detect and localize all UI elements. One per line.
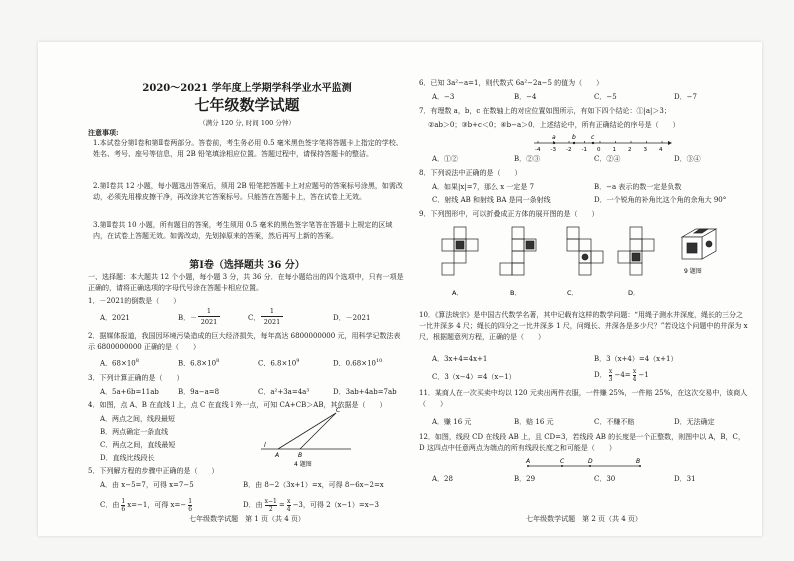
q4-option-b: B．两点确定一条直线: [100, 428, 169, 436]
q9-net-c: [567, 227, 603, 275]
year-title: 2020～2021 学年度上学期学科学业水平监测: [142, 83, 352, 94]
q10-d-post: −1: [638, 371, 649, 380]
q3-option-a: A．5a+6b=11ab: [100, 388, 159, 396]
page-1: [48, 42, 406, 536]
q1-c-den: 2021: [263, 318, 281, 327]
q1-b-fraction: [198, 306, 220, 327]
page1-footer: 七年级数学试题 第 1 页（共 4 页）: [189, 515, 305, 523]
q10-option-d: [594, 368, 649, 383]
q2-c-exp: 9: [296, 358, 300, 364]
q3-option-c: C．a²+3a=4a³: [258, 388, 310, 396]
q5-c-num2: 1: [188, 498, 193, 505]
q6-option-c: C．−5: [594, 93, 617, 101]
q5-c-den1: 6: [121, 506, 126, 514]
q5-c-pre: C．由: [100, 501, 120, 510]
q6-option-b: B．−4: [514, 93, 537, 101]
q12-stem: 12．如图，线段 CD 在线段 AB 上，且 CD=3，若线段 AB 的长度是一个正整数，则图中以 A，B，C，D 这四点中任意两点为端点的所有线段长度之和可能是（ ）: [419, 433, 745, 452]
q7-label-b: b: [572, 134, 576, 141]
q4-option-c: C．两点之间，直线最短: [100, 441, 176, 449]
q9-figures: [432, 223, 732, 301]
q7-tick-label: 2: [628, 147, 632, 153]
note-1: 1.本试卷分第Ⅰ卷和第Ⅱ卷两部分。答卷前，考生务必用 0.5 毫米黑色签字笔将答题卡上指定的学校、姓名、考号、座号等信息，用 2B 铅笔填涂相应位置。答题过程中，请保持答题卡的整洁。: [93, 139, 403, 158]
exam-sheet: [38, 42, 762, 536]
q2-b-text: B．6.8×10: [178, 359, 217, 368]
q12-point-b: [639, 465, 641, 467]
q7-tick-label: 0: [597, 147, 601, 153]
q5-option-c: [100, 498, 192, 513]
q5-c-frac2: [188, 498, 192, 513]
q6-option-a: A．−3: [432, 93, 455, 101]
q2-b-exp: 8: [216, 358, 220, 364]
q11-option-b: B．赔 16 元: [514, 418, 554, 426]
q1-option-b: B．－: [178, 314, 198, 322]
q4-label-a: A: [275, 452, 280, 459]
q10-stem: 10．《算法统宗》是中国古代数学名著，其中记载有这样的数学问题：“用绳子测水井深度，绳长的三分之一比井深多 4 尺；绳长的四分之一比井深多 1 尺，问绳长、井深各是多少尺？”若设这个问题中的井深为 x 尺，根据题意列方程，正确的是（ ）: [419, 311, 748, 341]
q2-c-text: C．6.8×10: [258, 359, 297, 368]
q7-tick-label: 3: [643, 147, 647, 153]
q10-d-frac1: [609, 368, 613, 383]
q4-option-d: D．直线比线段长: [100, 454, 155, 462]
q9-label-a: A．: [452, 289, 463, 297]
q8-stem: 8．下列说法中正确的是（ ）: [419, 169, 522, 177]
q7-point-a: [553, 142, 555, 144]
q5-c-frac1: [121, 498, 125, 513]
q4-segment-ac: [278, 413, 336, 449]
q12-point-d: [589, 465, 591, 467]
q9-label-b: B．: [510, 289, 521, 297]
q5-option-a: A．由 x−5=7，可得 x=7−5: [100, 481, 194, 489]
q7-point-c: [592, 142, 594, 144]
q5-d-den2: 4: [286, 506, 291, 514]
q5-d-num1: x−1: [264, 498, 277, 505]
q10-d-pre: D．: [594, 371, 607, 380]
note-2: 2.第Ⅰ卷共 12 小题，每小题选出答案后，须用 2B 铅笔把答题卡上对应题号的答案标号涂黑，如需改动，必须先用橡皮擦干净，再改涂其它答案标号。只能答在答题卡上，答在试卷上无效。: [93, 182, 403, 201]
q7-stem: 7．有理数 a，b，c 在数轴上的对应位置如图所示，有如下四个结论：①|a|＞3；: [419, 107, 671, 115]
q4-stem: 4．如图，点 A、B 在直线 l 上，点 C 在直线 l 外一点，可知 CA+CB＞AB，其依据是（ ）: [88, 401, 387, 409]
q7-option-b: B．②③: [514, 155, 541, 163]
q7-option-d: D．③④: [674, 155, 701, 163]
q4-label-l: l: [264, 442, 266, 449]
q11-option-a: A．赚 16 元: [432, 418, 472, 426]
q4-caption: 4 题图: [294, 461, 312, 467]
exam-title: 七年级数学试题: [194, 96, 300, 114]
part1-title: 第Ⅰ卷（选择题共 36 分）: [189, 260, 305, 271]
q8-option-d: D．一个锐角的补角比这个角的余角大 90°: [594, 196, 727, 204]
q7-stem-2: ②ab＞0；③b+c＜0；④b−a＞0．上述结论中，所有正确结论的序号是（ ）: [428, 121, 680, 129]
page-2: [414, 42, 754, 536]
q10-d-den1: 3: [608, 376, 613, 384]
q3-option-d: D．3ab+4ab=7ab: [333, 388, 397, 396]
q12-label-c: C: [560, 458, 565, 465]
notes-heading: 注意事项:: [88, 128, 119, 137]
q7-tick-label: -2: [566, 147, 572, 153]
q4-segment-bc: [300, 413, 336, 449]
q9-net-a: [442, 227, 478, 275]
q12-option-c: C．30: [594, 475, 616, 483]
q5-c-num1: 1: [121, 498, 126, 505]
q7-number-line: [532, 132, 672, 154]
q10-d-frac2: [633, 368, 637, 383]
q9-label-c: C．: [567, 289, 579, 297]
q7-tick-label: 1: [612, 147, 616, 153]
q1-stem: 1．－2021的倒数是（ ）: [88, 297, 181, 305]
q10-option-c: C．3（x−4）=4（x−1）: [432, 373, 516, 381]
q11-option-d: D．无法确定: [674, 418, 715, 426]
q7-tick-label: -3: [550, 147, 556, 153]
q10-option-b: B．3（x+4）=4（x+1）: [594, 355, 678, 363]
q8-option-c: C．射线 AB 和射线 BA 是同一条射线: [432, 196, 551, 204]
q5-d-den1: 2: [268, 506, 273, 514]
q1-b-num: 1: [198, 306, 220, 317]
q9-stem: 9．下列图形中，可以折叠成正方体的展开图的是（ ）: [419, 210, 599, 218]
q9-cube: [682, 229, 716, 259]
q12-point-a: [527, 465, 529, 467]
q5-d-mid: =: [278, 501, 285, 510]
q2-option-d: [333, 358, 382, 369]
q10-option-a: A．3x+4=4x+1: [432, 355, 488, 363]
q12-option-b: B．29: [514, 475, 536, 483]
score-time: （满分 120 分, 时间 100 分钟）: [199, 119, 295, 127]
q7-tick-label: 4: [659, 147, 663, 153]
q4-label-c: C: [336, 407, 341, 414]
note-3: 3.第Ⅱ卷共 10 小题，所有题目的答案，考生须用 0.5 毫米的黑色签字笔答在答题卡上规定的区域内，在试卷上答题无效。如需改动，先划掉原来的答案，然后再写上新的答案。: [93, 221, 393, 240]
q1-option-c: C．: [248, 314, 261, 322]
q3-option-b: B．9a−a=8: [178, 388, 220, 396]
q12-label-a: A: [526, 458, 531, 465]
q4-label-b: B: [298, 452, 303, 459]
q10-d-den2: 4: [632, 376, 637, 384]
q9-net-b: [500, 227, 536, 275]
q5-option-b: B．由 8−2（3x+1）=x，可得 8−6x−2=x: [243, 481, 384, 489]
q12-label-d: D: [588, 458, 593, 465]
q12-segment-figure: [524, 456, 644, 472]
q1-c-fraction: [261, 306, 283, 327]
q7-tick-label: -4: [535, 147, 541, 153]
q8-option-b: B．−a 表示的数一定是负数: [594, 183, 682, 191]
q6-stem: 6．已知 3a²−a=1，则代数式 6a²−2a−5 的值为（ ）: [419, 79, 604, 87]
q2-stem: 2．据媒体报道，我国因环境污染造成的巨大经济损失，每年高达 6800000000 元，用科学记数法表示 6800000000 正确的是（ ）: [88, 332, 401, 351]
q9-caption: 9 题图: [684, 268, 702, 275]
q11-option-c: C．不赚不赔: [594, 418, 635, 426]
q5-option-d: [243, 498, 379, 513]
q4-option-a: A．两点之间，线段最短: [100, 415, 176, 423]
q10-d-num1: x: [608, 368, 613, 375]
q5-c-den2: 6: [188, 506, 193, 514]
q10-d-mid: −4=: [614, 371, 631, 380]
q5-d-frac2: [287, 498, 291, 513]
q5-d-frac1: [265, 498, 277, 513]
q6-option-d: D．−7: [674, 93, 697, 101]
q12-label-b: B: [636, 458, 641, 465]
q12-point-c: [561, 465, 563, 467]
section-intro: 一、选择题：本大题共 12 个小题，每小题 3 分，共 36 分．在每小题给出的四个选项中，只有一项是正确的，请将正确选项的字母代号涂在答题卡相应位置。: [88, 273, 404, 292]
q9-label-d: D．: [628, 289, 640, 297]
q1-option-d: D．－2021: [333, 314, 371, 322]
q5-c-mid: x=−1，可得 x=−: [127, 501, 187, 510]
q12-option-d: D．31: [674, 475, 696, 483]
q8-option-a: A．如果|x|=7，那么 x 一定是 7: [432, 183, 535, 191]
q7-label-c: c: [591, 134, 595, 141]
page2-footer: 七年级数学试题 第 2 页（共 4 页）: [526, 515, 642, 523]
q7-option-a: A．①②: [432, 155, 459, 163]
q11-stem: 11．某商人在一次买卖中均以 120 元卖出两件衣服，一件赚 25%，一件赔 25%，在这次交易中，该商人（ ）: [419, 389, 748, 408]
q7-option-c: C．②④: [594, 155, 621, 163]
q9-net-d: [618, 227, 654, 275]
q7-tick-label: -1: [581, 147, 587, 153]
q5-stem: 5．下列解方程的步骤中正确的是（ ）: [88, 467, 219, 475]
q2-a-exp: 8: [135, 358, 139, 364]
q7-label-a: a: [552, 134, 556, 141]
q1-b-den: 2021: [200, 318, 218, 327]
q5-d-num2: x: [286, 498, 291, 505]
q2-d-exp: 10: [375, 358, 383, 364]
q5-d-pre: D．由: [243, 501, 263, 510]
q4-figure: [256, 405, 356, 467]
q12-option-a: A．28: [432, 475, 453, 483]
q5-d-post: −3，可得 2（x−1）=x−3: [292, 501, 379, 510]
q2-d-text: D．0.68×10: [333, 359, 376, 368]
q3-stem: 3．下列计算正确的是（ ）: [88, 374, 184, 382]
q10-d-num2: x: [632, 368, 637, 375]
q1-c-num: 1: [261, 306, 283, 317]
q1-option-a: A．2021: [100, 314, 130, 322]
q2-option-b: [178, 358, 219, 369]
q2-option-a: [100, 358, 139, 369]
q2-option-c: [258, 358, 299, 369]
q7-axis-arrow: [668, 141, 672, 145]
q2-a-text: A．68×10: [100, 359, 136, 368]
q7-point-b: [573, 142, 575, 144]
